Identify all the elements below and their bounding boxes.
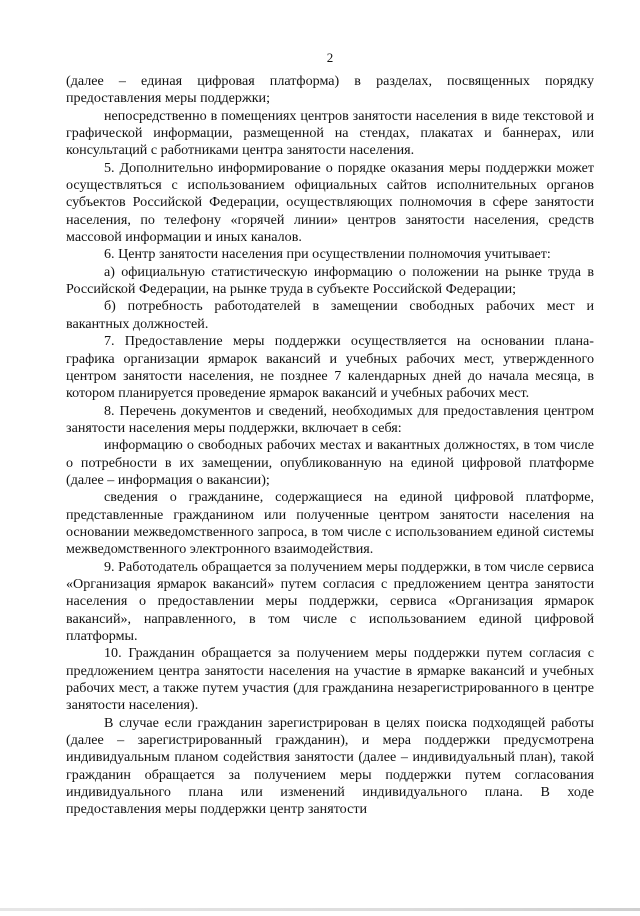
paragraph: В случае если гражданин зарегистрирован в целях поиска подходящей работы (далее – зарегистрированный гражданин), и мера поддержки предусмотрена индивидуальным планом содействия занятости (далее – индивидуальный план), такой гражданин обращается за получением меры поддержки путем согласования индивидуального плана или изменений индивидуального плана. В ходе предоставления меры поддержки центр занятости <box>66 714 594 818</box>
paragraph: 6. Центр занятости населения при осуществлении полномочия учитывает: <box>104 246 551 263</box>
paragraph: непосредственно в помещениях центров занятости населения в виде текстовой и графической информации, размещенной на стендах, плакатах и баннерах, или консультаций с работниками центра занятости населения. <box>66 107 594 159</box>
paragraph: 7. Предоставление меры поддержки осуществляется на основании плана-графика организации ярмарок вакансий и учебных рабочих мест, утвержденного центром занятости населения, не позднее 7 календарных дней до начала месяца, в котором планируется проведение ярмарок вакансий и учебных рабочих мест. <box>66 333 594 402</box>
scan-edge-shading <box>0 908 640 911</box>
paragraph: 5. Дополнительно информирование о порядке оказания меры поддержки может осуществляться с использованием официальных сайтов исполнительных органов субъектов Российской Федерации, осуществляющих полномочия в сфере занятости населения, по телефону «горячей линии» центров занятости населения, средств массовой информации и иных каналов. <box>66 159 594 246</box>
paragraph: сведения о гражданине, содержащиеся на единой цифровой платформе, представленные гражданином или полученные центром занятости населения на основании межведомственного запроса, в том числе с использованием единой системы межведомственного электронного взаимодействия. <box>66 489 594 558</box>
paragraph: 8. Перечень документов и сведений, необходимых для предоставления центром занятости населения меры поддержки, включает в себя: <box>66 402 594 436</box>
paragraph: б) потребность работодателей в замещении свободных рабочих мест и вакантных должностей. <box>66 298 594 332</box>
paragraph: а) официальную статистическую информацию о положении на рынке труда в Российской Федерации, на рынке труда в субъекте Российской Федерации; <box>66 263 594 298</box>
paragraph: 10. Гражданин обращается за получением меры поддержки путем согласия с предложением центра занятости населения на участие в ярмарке вакансий и учебных рабочих мест, а также путем участия (для гражданина незарегистрированного в центре занятости населения). <box>66 645 594 714</box>
page-number: 2 <box>326 50 334 65</box>
paragraph: 9. Работодатель обращается за получением меры поддержки, в том числе сервиса «Организация ярмарок вакансий» путем согласия с предложением центра занятости населения о предоставлении меры поддержки, сервиса «Организация ярмарок вакансий», направленного, в том числе с использованием единой цифровой платформы. <box>66 558 594 644</box>
paragraph: информацию о свободных рабочих местах и вакантных должностях, в том числе о потребности в их замещении, опубликованную на единой цифровой платформе (далее – информация о вакансии); <box>66 437 594 488</box>
document-body <box>66 73 594 819</box>
paragraph: (далее – единая цифровая платформа) в разделах, посвященных порядку предоставления меры поддержки; <box>66 73 594 107</box>
